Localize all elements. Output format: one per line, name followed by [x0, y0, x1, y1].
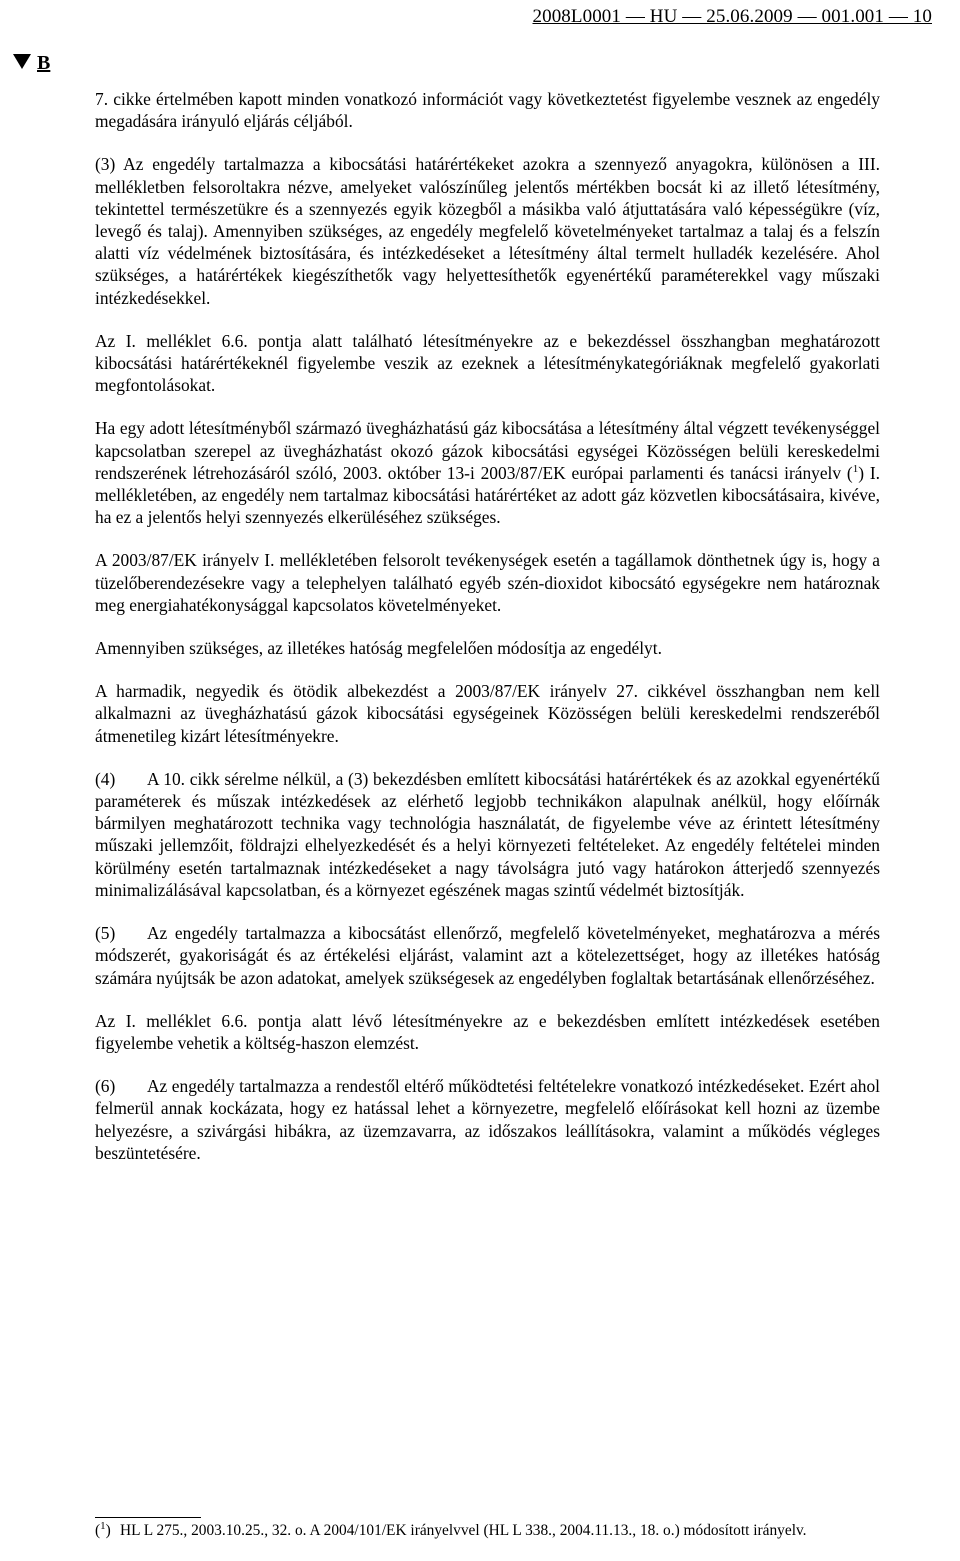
- paragraph-number: (6): [95, 1076, 116, 1097]
- footnote-text: HL L 275., 2003.10.25., 32. o. A 2004/101/EK irányelvvel (HL L 338., 2004.11.13., 18. o.) módosított irányelv.: [120, 1522, 807, 1539]
- triangle-down-icon: [13, 54, 31, 69]
- paragraph-6-text: Az engedély tartalmazza a rendestől eltérő működtetési feltételekre vonatkozó intézkedéseket. Ezért ahol felmerül annak kockázata, hogy ez hatással lehet a környezetre, megfelelő előírásokat kell hozni az üzembe helyezésre, a szivárgási hibákra, az üzemzavarra, az időszakos leállításokra, valamint a működés végleges beszüntetésére.: [95, 1076, 880, 1163]
- paragraph-4-text: A 10. cikk sérelme nélkül, a (3) bekezdésben említett kibocsátási határértékek és az azokkal egyenértékű paraméterek és műszak intézkedések az elérhető legjobb technikákon alapulnak anélkül, hogy előírnák bármilyen meghatározott technika vagy technológia használatát, de figyelembe véve az érintett létesítmény műszaki jellemzőit, földrajzi elhelyezkedését és a helyi környezeti feltételeket. Az engedély feltételei minden körülmény esetén tartalmaznak intézkedéseket a nagy távolságra jutó vagy határokon átterjedő szennyezés minimalizálásával kapcsolatban, és a környezet egészének magas szintű védelmét biztosítják.: [95, 768, 880, 900]
- paragraph-3-sub-4: A 2003/87/EK irányelv I. mellékletében felsorolt tevékenységek esetén a tagállamok dönthetnek úgy is, hogy a tüzelőberendezésekre vagy a telephelyen található egyéb szén-dioxidot kibocsátó egységekre nem határoznak meg energiahatékonysággal kapcsolatos követelményeket.: [95, 550, 880, 615]
- footnote-marker: ($^1$): [95, 1519, 111, 1539]
- paragraph-3-sub-6: A harmadik, negyedik és ötödik albekezdést a 2003/87/EK irányelv 27. cikkével összhangban nem kell alkalmazni az üvegházhatású gázok kibocsátási egységeinek Közösségen belüli kereskedelmi rendszeréből átmenetileg kizárt létesítményekre.: [95, 681, 880, 746]
- document-body: [95, 88, 880, 1185]
- paragraph-intro: 7. cikke értelmében kapott minden vonatkozó információt vagy következtetést figyelembe vesznek az engedély megadására irányuló eljárás céljából.: [95, 89, 880, 132]
- paragraph-3: (3) Az engedély tartalmazza a kibocsátási határértékeket azokra a szennyező anyagokra, különösen a III. mellékletben felsoroltakra nézve, amelyeket valószínűleg jelentős mértékben bocsát ki az illető létesítmény, tekintettel természetükre és a szennyezés egyik közegből a másikba való átjuttatására való képességükre (víz, levegő és talaj). Amennyiben szükséges, az engedély megfelelő követelményeket tartalmaz a talaj és a felszín alatti víz védelmének biztosítására, és intézkedéseket a létesítmény által termelt hulladék kezelésére. Ahol szükséges, a határértékek kiegészíthetők vagy helyettesíthetők egyenértékű paraméterekkel vagy műszaki intézkedésekkel.: [95, 154, 880, 308]
- amendment-marker: [13, 52, 50, 75]
- paragraph-3-sub-3-tail: ) I. mellékletében, az engedély nem tartalmaz kibocsátási határértéket az adott gáz közvetlen kibocsátásaira, kivéve, ha ez a jelentős helyi szennyezés elkerüléséhez szükséges.: [95, 462, 881, 528]
- amendment-letter: B: [37, 52, 51, 74]
- paragraph-3-sub-2: Az I. melléklet 6.6. pontja alatt található létesítményekre az e bekezdéssel összhangban meghatározott kibocsátási határértékeknél figyelembe veszik az ezeknek a létesítménykategóriáknak megfelelő gyakorlati megfontolásokat.: [95, 330, 880, 396]
- paragraph-number: (4): [95, 768, 116, 789]
- footnote: [95, 1521, 880, 1540]
- paragraph-3-sub-3: [95, 417, 880, 528]
- paragraph-3-sub-3-text: Ha egy adott létesítményből származó üvegházhatású gáz kibocsátása a létesítmény által végzett tevékenységgel kapcsolatban szerepel az üvegházhatást okozó gázok kibocsátási egységei Közösségen belüli kereskedelmi rendszerének létrehozásáról szóló, 2003. október 13-i 2003/87/EK európai parlamenti és tanácsi irányelv (: [95, 418, 880, 483]
- footnote-divider: [95, 1517, 201, 1518]
- paragraph-5-sub-2: Az I. melléklet 6.6. pontja alatt lévő létesítményekre az e bekezdésben említett intézkedések esetében figyelembe vehetik a költség-haszon elemzést.: [95, 1010, 880, 1053]
- paragraph-6: [95, 1075, 880, 1164]
- footnote-reference: 1: [852, 463, 859, 476]
- paragraph-3-sub-5: Amennyiben szükséges, az illetékes hatóság megfelelően módosítja az engedélyt.: [95, 638, 662, 659]
- document-reference-header: 2008L0001 — HU — 25.06.2009 — 001.001 — 10: [532, 6, 932, 27]
- paragraph-5: [95, 922, 880, 989]
- paragraph-4: [95, 768, 880, 901]
- paragraph-5-text: Az engedély tartalmazza a kibocsátást ellenőrző, megfelelő követelményeket, meghatározva a mérés módszerét, gyakoriságát és az értékelési eljárást, valamint azt a kötelezettséget, hogy az illetékes hatóság számára nyújtsák be azon adatokat, amelyek szükségesek az engedélyben foglaltak betartásának ellenőrzéséhez.: [95, 923, 880, 988]
- paragraph-number: (5): [95, 923, 116, 944]
